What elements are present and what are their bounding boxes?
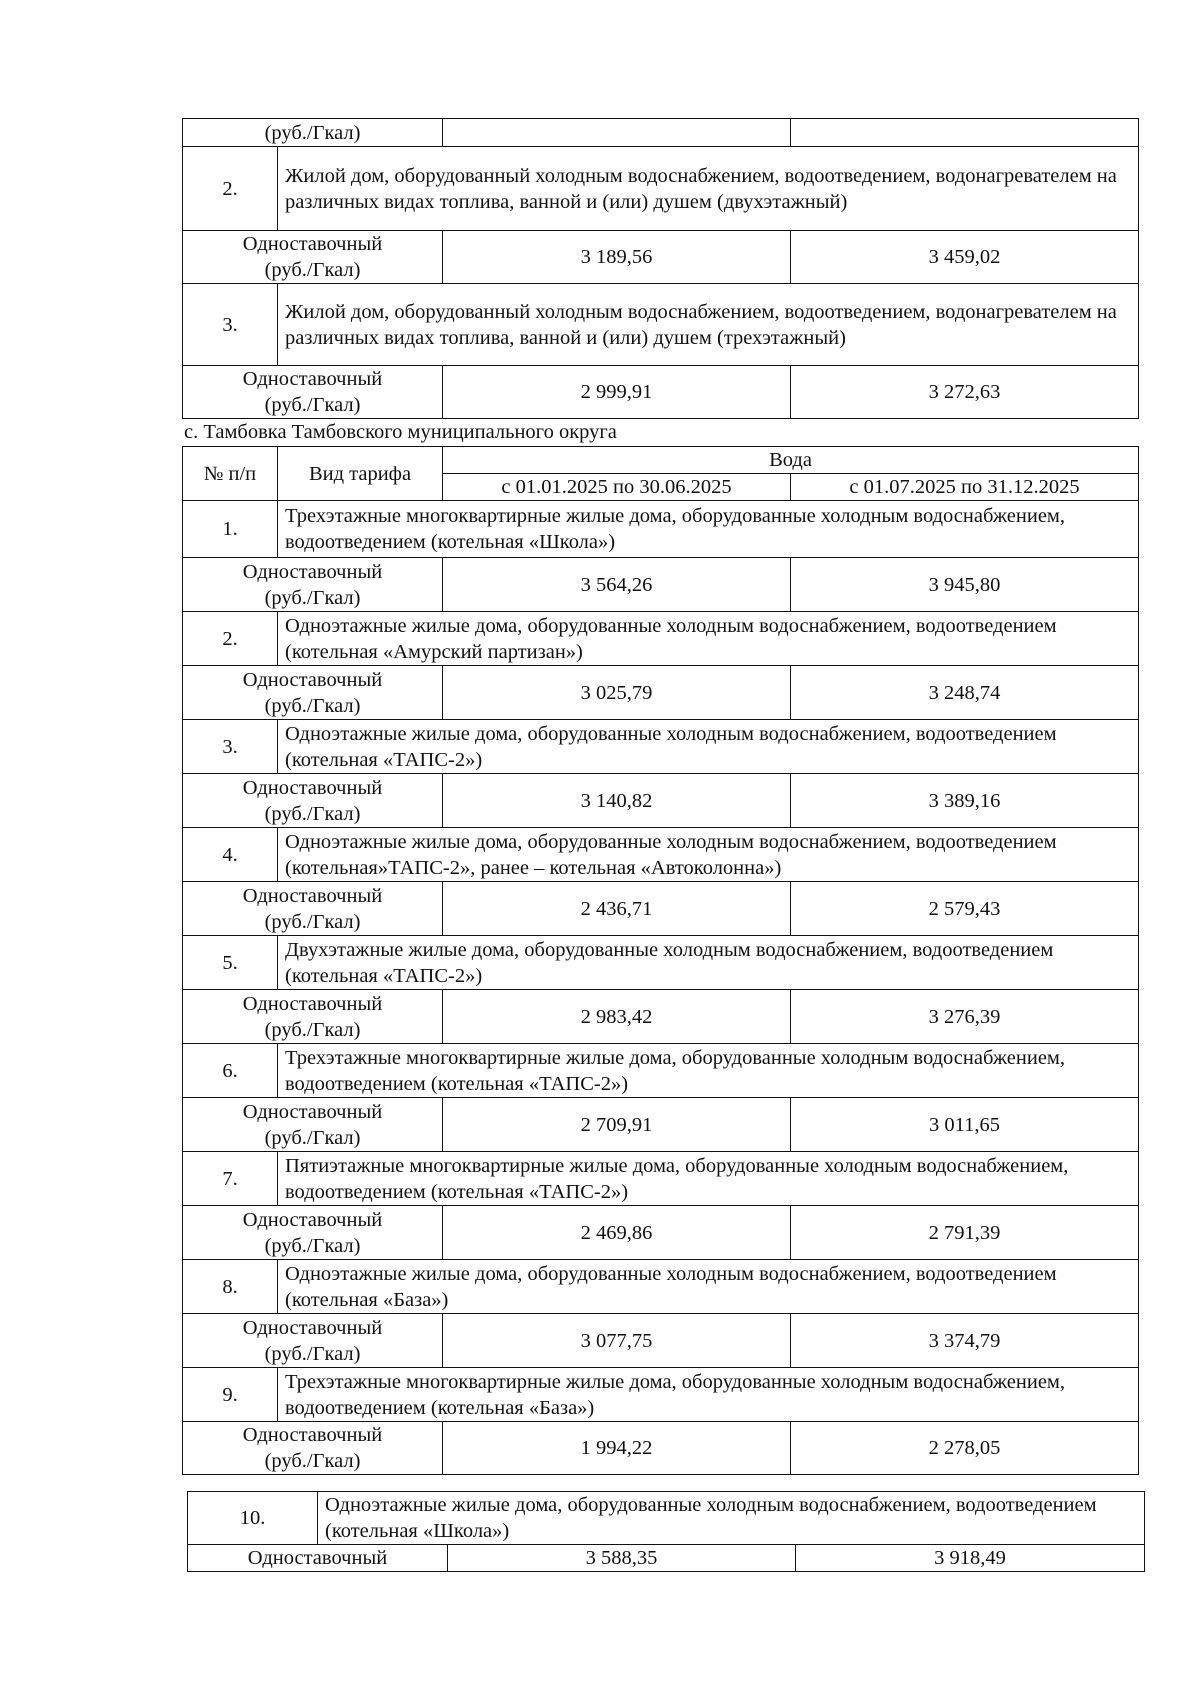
row-description: Одноэтажные жилые дома, оборудованные холодным водоснабжением, водоотведением (котельная «Амурский партизан») [278,612,1139,666]
tariff-unit: (руб./Гкал) [264,586,361,609]
row-number: 5. [183,936,278,990]
tariff-unit: (руб./Гкал) [264,1450,361,1472]
tariff-table-continued [182,118,1139,419]
table-row [183,882,1139,936]
tariff-unit: (руб./Гкал) [264,1342,361,1365]
row-description: Трехэтажные многоквартирные жилые дома, оборудованные холодным водоснабжением, водоотведением (котельная «База») [278,1368,1139,1422]
row-description: Одноэтажные жилые дома, оборудованные холодным водоснабжением, водоотведением (котельная «База») [278,1260,1139,1314]
tariff-unit: (руб./Гкал) [264,1126,361,1149]
tariff-type: Одноставочный [188,1545,448,1572]
tariff-unit: (руб./Гкал) [264,802,361,825]
table-row [183,1368,1139,1422]
tariff-type-cell [183,1314,443,1368]
tariff-type-cell [183,1206,443,1260]
row-description: Жилой дом, оборудованный холодным водоснабжением, водоотведением, водонагревателем на различных видах топлива, ванной и (или) душем (двухэтажный) [278,147,1139,231]
table-row [183,1206,1139,1260]
table-row [183,1422,1139,1475]
value-period-1: 2 436,71 [443,882,791,936]
table-row [183,774,1139,828]
row-number: 4. [183,828,278,882]
tariff-type: Одноставочный [242,1424,383,1446]
tariff-type: Одноставочный [242,233,383,255]
row-description: Двухэтажные жилые дома, оборудованные холодным водоснабжением, водоотведением (котельная «ТАПС-2») [278,936,1139,990]
row-description: Одноэтажные жилые дома, оборудованные холодным водоснабжением, водоотведением (котельная «Школа») [318,1492,1145,1545]
tariff-type: Одноставочный [242,1208,383,1231]
row-number: 8. [183,1260,278,1314]
value-period-2: 2 791,39 [791,1206,1139,1260]
value-period-1: 3 077,75 [443,1314,791,1368]
table-header-row [183,447,1139,474]
value-period-1: 2 469,86 [443,1206,791,1260]
row-number: 9. [183,1368,278,1422]
tariff-table-row-10 [187,1491,1145,1572]
value-period-2: 3 276,39 [791,990,1139,1044]
value-period-1: 2 999,91 [443,366,791,419]
unit-label: (руб./Гкал) [264,121,361,144]
table-row [183,231,1139,284]
table-row [183,501,1139,558]
table-row [183,284,1139,366]
header-number: № п/п [183,447,278,501]
value-period-1: 2 709,91 [443,1098,791,1152]
row-number: 2. [183,147,278,231]
row-number: 7. [183,1152,278,1206]
tariff-type-cell [183,990,443,1044]
table-row [183,666,1139,720]
row-description: Одноэтажные жилые дома, оборудованные холодным водоснабжением, водоотведением (котельная «ТАПС-2») [278,720,1139,774]
tariff-unit: (руб./Гкал) [264,910,361,933]
tariff-type-cell [183,231,443,284]
tariff-type-cell [183,366,443,419]
tariff-type-cell [183,1422,443,1475]
value-period-1: 2 983,42 [443,990,791,1044]
table-row [183,558,1139,612]
row-number: 2. [183,612,278,666]
value-cell-empty [443,119,791,147]
table-row [183,612,1139,666]
value-period-1: 3 564,26 [443,558,791,612]
value-period-2: 3 918,49 [796,1545,1145,1572]
tariff-type: Одноставочный [242,368,383,390]
tariff-type: Одноставочный [242,776,383,799]
table-row [183,366,1139,419]
tariff-type-cell [183,774,443,828]
value-period-2: 3 374,79 [791,1314,1139,1368]
value-period-2: 3 011,65 [791,1098,1139,1152]
row-description: Одноэтажные жилые дома, оборудованные холодным водоснабжением, водоотведением (котельная»ТАПС-2», ранее – котельная «Автоколонна») [278,828,1139,882]
row-number: 6. [183,1044,278,1098]
row-description: Жилой дом, оборудованный холодным водоснабжением, водоотведением, водонагревателем на различных видах топлива, ванной и (или) душем (трехэтажный) [278,284,1139,366]
tariff-type-cell [183,882,443,936]
tariff-type: Одноставочный [242,1316,383,1339]
header-water: Вода [443,447,1139,474]
row-description: Пятиэтажные многоквартирные жилые дома, оборудованные холодным водоснабжением, водоотведением (котельная «ТАПС-2») [278,1152,1139,1206]
value-period-2: 3 272,63 [791,366,1139,419]
value-period-2: 3 248,74 [791,666,1139,720]
tariff-type: Одноставочный [242,668,383,691]
row-number: 3. [183,720,278,774]
table-row [183,1152,1139,1206]
table-row [183,990,1139,1044]
value-period-1: 3 025,79 [443,666,791,720]
value-period-1: 3 588,35 [448,1545,796,1572]
value-period-2: 2 278,05 [791,1422,1139,1475]
row-description: Трехэтажные многоквартирные жилые дома, оборудованные холодным водоснабжением, водоотведением (котельная «Школа») [278,501,1139,558]
value-period-2: 3 389,16 [791,774,1139,828]
tariff-unit: (руб./Гкал) [264,1234,361,1257]
tariff-type: Одноставочный [242,1100,383,1123]
value-period-2: 3 945,80 [791,558,1139,612]
value-period-1: 3 140,82 [443,774,791,828]
tariff-unit: (руб./Гкал) [264,694,361,717]
header-tariff-type: Вид тарифа [278,447,443,501]
tariff-type-cell [183,1098,443,1152]
value-period-1: 3 189,56 [443,231,791,284]
table-row [183,1260,1139,1314]
tariff-unit: (руб./Гкал) [264,394,361,416]
tariff-unit: (руб./Гкал) [264,259,361,281]
value-period-2: 2 579,43 [791,882,1139,936]
table-row [183,147,1139,231]
tariff-table-tambovka [182,446,1139,1475]
value-period-2: 3 459,02 [791,231,1139,284]
tariff-type: Одноставочный [242,560,383,583]
tariff-type: Одноставочный [242,992,383,1015]
table-row [183,828,1139,882]
table-row [183,936,1139,990]
table-row [183,1044,1139,1098]
table-row [183,1098,1139,1152]
header-period-2: с 01.07.2025 по 31.12.2025 [791,474,1139,501]
row-description: Трехэтажные многоквартирные жилые дома, оборудованные холодным водоснабжением, водоотведением (котельная «ТАПС-2») [278,1044,1139,1098]
tariff-type-cell [183,558,443,612]
header-period-1: с 01.01.2025 по 30.06.2025 [443,474,791,501]
value-period-1: 1 994,22 [443,1422,791,1475]
table-row [183,720,1139,774]
unit-cell [183,119,443,147]
tariff-type: Одноставочный [242,884,383,907]
row-number: 1. [183,501,278,558]
tariff-type-cell [183,666,443,720]
table-row [188,1545,1145,1572]
table-row [188,1492,1145,1545]
table-row [183,1314,1139,1368]
row-number: 3. [183,284,278,366]
value-cell-empty [791,119,1139,147]
tariff-unit: (руб./Гкал) [264,1018,361,1041]
settlement-heading: с. Тамбовка Тамбовского муниципального округа [184,421,617,443]
row-number: 10. [188,1492,318,1545]
